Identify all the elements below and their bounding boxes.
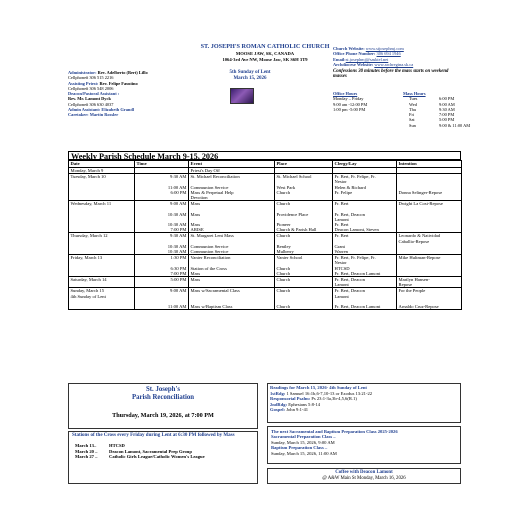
schedule-cell-time <box>135 277 189 288</box>
schedule-cell-line: Mass <box>190 201 201 207</box>
schedule-cell-line: Lamont <box>334 282 349 288</box>
stations-leader: HTCSD <box>109 443 125 448</box>
deacon-name: Rev. Mr. Lamont Dyck <box>68 96 111 102</box>
schedule-cell-line: 7:00 PM <box>170 227 187 233</box>
schedule-cell-intention <box>397 174 462 201</box>
schedule-cell-line: 11:00 AM <box>167 184 187 190</box>
stations-leader: Deacon Lamont, Sacramental Prep Group <box>109 448 192 454</box>
lent-image <box>230 88 254 104</box>
assist-name: Rev. Felipe Faustino <box>99 80 138 86</box>
schedule-cell-time <box>135 233 189 255</box>
schedule-cell-line: Fr. Bert, Deacon Lamont <box>334 270 381 276</box>
admin-cell: Cellphone# 306 515 2216 <box>68 75 114 81</box>
preparation-class-box <box>267 426 461 464</box>
schedule-cell-line: Warren <box>334 249 348 255</box>
schedule-cell-event <box>189 255 275 277</box>
schedule-cell-intention <box>397 233 462 255</box>
sunday-date: March 15, 2026 <box>233 76 267 81</box>
schedule-cell-line: Priest's Day Off <box>190 168 220 173</box>
psalm: Ps 23:1-3a,3b-4,5,6(R.1) <box>311 396 357 402</box>
schedule-cell-place <box>275 288 333 310</box>
schedule-cell-line: Fr. Felipe <box>334 189 353 195</box>
schedule-cell-clergy <box>333 288 397 310</box>
schedule-column-header: Event <box>189 161 275 168</box>
schedule-cell-line: 7:00 PM <box>170 270 187 276</box>
office-hours <box>333 91 403 128</box>
schedule-cell-time <box>135 201 189 233</box>
schedule-cell-event <box>189 201 275 233</box>
schedule-cell-line: 10:30 AM <box>167 211 187 217</box>
schedule-cell-line: St. Michael School <box>276 174 312 180</box>
mass-time: 6:00 PM <box>439 96 455 102</box>
office-hours-line: 1:00 pm -5:00 PM <box>333 106 366 112</box>
caretaker: Caretaker: Martin Rossler <box>68 112 119 118</box>
schedule-title: Weekly Parish Schedule March 9-15, 2026 <box>68 151 461 160</box>
schedule-row <box>69 233 462 255</box>
mass-day: Tues <box>409 96 418 102</box>
mass-day: Sat <box>409 117 415 123</box>
baptism-class-date: Sunday, March 15, 2026, 11:00 AM <box>271 450 337 456</box>
reconciliation-date: Thursday, March 19, 2026, at 7:00 PM <box>112 412 214 419</box>
schedule-cell-line: Fr. Bert <box>334 233 349 239</box>
schedule-cell-place <box>275 201 333 233</box>
baptism-class-label: Baptism Preparation Class – <box>271 445 328 451</box>
schedule-cell-line: Church <box>276 270 291 276</box>
schedule-cell-line: Fr. Bert, Fr. Felipe, Fr. <box>334 255 376 261</box>
schedule-cell-time <box>135 255 189 277</box>
schedule-cell-date <box>69 255 135 277</box>
schedule-cell-line: Fr. Bert, Deacon <box>334 288 365 294</box>
schedule-cell-line: Church <box>276 304 291 310</box>
schedule-cell-line: 10:30 AM <box>167 243 187 249</box>
schedule-cell-event <box>189 174 275 201</box>
sunday-name: 5th Sunday of Lent <box>229 70 271 75</box>
schedule-cell-line: Mass <box>190 270 201 276</box>
schedule-cell-line: Church & Parish Hall <box>276 227 317 233</box>
arch-link[interactable]: www.archregina.sk.ca <box>374 62 414 68</box>
schedule-cell-intention <box>397 255 462 277</box>
schedule-column-header: Time <box>135 161 189 168</box>
schedule-cell-line: Mass <box>190 211 201 217</box>
first-reading: 1 Samuel 16:1b,6-7,10-13 or Exodus 13:21-22 <box>286 390 373 396</box>
schedule-cell-line: Church <box>276 233 291 239</box>
reconciliation-title-line: St. Joseph's <box>146 386 180 393</box>
arch-label: Archdiocese Website: <box>333 62 374 68</box>
schedule-cell-line <box>335 168 395 173</box>
schedule-cell-intention <box>397 288 462 310</box>
schedule-column-header: Place <box>275 161 333 168</box>
schedule-cell-intention <box>397 277 462 288</box>
schedule-cell-line: Mulberry <box>276 249 294 255</box>
reconciliation-title-line: Parish Reconciliation <box>131 394 195 401</box>
schedule-cell-line: Lamont <box>334 216 349 222</box>
schedule-cell-line <box>399 168 460 173</box>
staff-block <box>68 70 208 118</box>
admin-name: Rev. Adelberto (Bert) Lillo <box>97 70 148 75</box>
schedule-cell-event <box>189 288 275 310</box>
schedule-cell-line: Donna Selinger-Repose <box>398 189 443 195</box>
schedule-cell-date <box>69 288 135 310</box>
schedule-cell-line: Monday, March 9 <box>70 168 104 173</box>
schedule-cell-line: Providence Place <box>276 211 309 217</box>
schedule-row <box>69 255 462 277</box>
schedule-cell-line: 9:00 AM <box>170 201 187 207</box>
schedule-cell-line: Dwight La Cost-Repose <box>398 201 443 207</box>
schedule-cell-place <box>275 277 333 288</box>
stations-date: March 13– <box>75 443 97 448</box>
schedule-cell-line: Church <box>276 189 291 195</box>
schedule-cell-line: Caballio-Repose <box>398 238 430 244</box>
schedule-cell-line: Vanier Reconciliation <box>190 255 231 261</box>
stations-date: March 20 – <box>75 448 98 454</box>
schedule-cell-line: Communion Service <box>190 249 229 255</box>
schedule-cell-date <box>69 201 135 233</box>
schedule-cell-line: Saturday, March 14 <box>70 277 107 283</box>
assist-cell: Cellphone# 306 548 2006 <box>68 85 114 91</box>
schedule-cell-time <box>135 174 189 201</box>
schedule-cell-line: Tuesday, March 10 <box>70 174 106 180</box>
office-hours-line: Monday – Friday <box>333 96 364 102</box>
schedule-cell-clergy <box>333 174 397 201</box>
schedule-cell-line: Helen & Richard <box>334 184 366 190</box>
schedule-cell-line: Fr. Bert, Deacon <box>334 211 365 217</box>
admin-assistant: Admin Assistant: Elizabeth Grandl <box>68 107 134 113</box>
schedule-cell-line: Fr. Bert, Deacon Lamont <box>334 304 381 310</box>
schedule-cell-line: Nestor <box>334 260 347 266</box>
church-city: MOOSE JAW, SK, CANADA <box>235 51 295 56</box>
schedule-cell-line: Mass & Perpetual Help <box>190 189 234 195</box>
schedule-cell-line: Repose <box>398 282 413 288</box>
schedule-cell-clergy <box>333 201 397 233</box>
mass-day: Wed <box>409 101 417 107</box>
schedule-cell-line: Lamont <box>334 293 349 299</box>
schedule-cell-line: Fr. Bert, Deacon <box>334 277 365 283</box>
schedule-cell-line: 9:00 AM <box>170 288 187 294</box>
schedule-cell-place <box>275 174 333 201</box>
mass-time: 5:00 PM <box>439 117 455 123</box>
email-label: Email: <box>333 56 346 62</box>
website-link[interactable]: www.stjosephmj.com <box>365 46 404 51</box>
assist-label: Assisting Priest: <box>68 80 99 86</box>
schedule-cell-line: Thursday, March 12 <box>70 233 108 239</box>
sunday-block <box>215 70 285 82</box>
schedule-cell-line: Grant <box>334 243 345 249</box>
office-hours-line: 9:00 am -12:00 PM <box>333 101 368 107</box>
gospel-label: Gospel: <box>270 407 286 413</box>
schedule-column-header: Clergy/Lay <box>333 161 397 168</box>
mass-time: 9:00 & 11:00 AM <box>439 122 471 128</box>
schedule-cell-line: Mass w/Sacramental Class <box>190 288 240 294</box>
schedule-cell-line: Station of the Cross <box>190 265 227 271</box>
email-link[interactable]: st.josephmj@sasktel.net <box>345 56 389 62</box>
schedule-cell-line: Sunday, March 15 <box>70 288 105 294</box>
mass-time: 7:00 PM <box>439 112 455 118</box>
readings-title: Readings for March 15, 2026- 4th Sunday of Lent <box>270 385 367 390</box>
hours-block <box>333 91 483 128</box>
schedule-cell-line: Mike Hultman-Repose <box>398 255 441 261</box>
schedule-cell-line: Bentley <box>276 243 291 249</box>
schedule-cell-line: Mass w/Baptism Class <box>190 304 233 310</box>
sacramental-class-label: Sacramental Preparation Class – <box>271 434 336 440</box>
schedule-cell-line: Devotion <box>190 195 208 201</box>
schedule-cell-date <box>69 233 135 255</box>
schedule-cell-line: Communion Service <box>190 184 229 190</box>
schedule-cell-clergy <box>333 255 397 277</box>
reconciliation-title <box>69 386 257 402</box>
schedule-cell-line: 11:00 AM <box>167 304 187 310</box>
schedule-cell-line: 6:30 PM <box>170 265 187 271</box>
schedule-cell-line: For the People <box>398 288 426 294</box>
schedule-cell-place <box>275 255 333 277</box>
schedule-cell-line <box>399 249 460 254</box>
schedule-cell-line <box>399 271 460 276</box>
schedule-cell-line: 10:30 AM <box>167 249 187 255</box>
schedule-cell-line: Vanier School <box>276 255 303 261</box>
schedule-row <box>69 288 462 310</box>
schedule-cell-event <box>189 233 275 255</box>
coffee-box <box>267 468 461 484</box>
stations-title: Stations of the Cross every Friday during Lent at 6:30 PM followed by Mass <box>72 433 235 438</box>
schedule-cell-line: Marilyn Hansen- <box>398 277 430 283</box>
confession-note: Confessions 30 minutes before the mass starts on weekend masses <box>333 68 449 80</box>
schedule-cell-line: West Park <box>276 184 296 190</box>
schedule-cell-intention <box>397 201 462 233</box>
schedule-cell-event <box>189 277 275 288</box>
first-reading-label: 1stRdg: <box>270 390 286 396</box>
stations-box <box>68 431 258 484</box>
schedule-cell-clergy <box>333 277 397 288</box>
schedule-cell-line: 5:00 PM <box>170 277 187 283</box>
schedule-cell-line: Church <box>276 277 291 283</box>
schedule-cell-line: Wednesday, March 11 <box>70 201 112 207</box>
mass-hours-label: Mass Hours <box>403 91 426 96</box>
office-hours-label: Office Hours <box>333 91 358 96</box>
church-address: 1064-3rd Ave NW, Moose Jaw, SK S6H 3T9 <box>222 56 308 62</box>
schedule-cell-date <box>69 277 135 288</box>
gospel: John 9:1-41 <box>286 407 309 413</box>
schedule-cell-line: Leonardo & Natividad <box>398 233 441 239</box>
mass-hours-row <box>403 123 483 128</box>
schedule-cell-date <box>69 174 135 201</box>
schedule-cell-clergy <box>333 233 397 255</box>
schedule-cell-line: Pioneer <box>276 222 291 228</box>
website-label: Church Website: <box>333 46 365 51</box>
schedule-cell-line: St. Margaret Lent Mass <box>190 233 234 239</box>
schedule-cell-line: Mass <box>190 222 201 228</box>
schedule-cell-line: Fr. Bert <box>334 222 349 228</box>
stations-leader: Catholic Girls League/Catholic Women's League <box>109 454 205 460</box>
schedule-cell-place <box>275 233 333 255</box>
phone-label: Office Phone Number: <box>333 51 376 57</box>
mass-day: Fri <box>409 112 415 118</box>
schedule-cell-line: Church <box>276 288 291 294</box>
coffee-title: Coffee with Deacon Lamont <box>335 470 393 475</box>
mass-day: Sun <box>409 122 416 128</box>
mass-time: 9:00 AM <box>439 101 455 107</box>
preparation-class-title: The next Sacramental and Baptism Preparation Class 2025-2026 <box>271 429 398 434</box>
schedule-cell-line: Mass <box>190 277 201 283</box>
schedule-cell-line: St. Michael Reconciliation <box>190 174 240 180</box>
schedule-cell-line: Nestor <box>334 179 347 185</box>
deacon-cell: Cellphone# 306 630 4037 <box>68 101 114 107</box>
sacramental-class-date: Sunday, March 15, 2026, 9:00 AM <box>271 439 335 445</box>
schedule-column-header: Intention <box>397 161 462 168</box>
stations-date: March 27 – <box>75 454 98 460</box>
schedule-row <box>69 201 462 233</box>
reconciliation-box <box>68 383 258 429</box>
schedule-table <box>68 160 462 310</box>
schedule-row <box>69 277 462 288</box>
readings-box <box>267 383 461 423</box>
schedule-cell-line: Deacon Lamont, Steven <box>334 227 379 233</box>
schedule-cell-line: Church <box>276 265 291 271</box>
schedule-cell-line: 1:30 PM <box>170 255 187 261</box>
schedule-cell-line <box>277 168 331 173</box>
schedule-cell-line: Church <box>276 201 291 207</box>
schedule-cell-line: 9:30 AM <box>170 174 187 180</box>
mass-hours <box>403 91 483 128</box>
second-reading-label: 2ndRdg: <box>270 401 288 407</box>
schedule-cell-line: Fr. Bert, Fr. Felipe, Fr. <box>334 174 376 180</box>
schedule-cell-time <box>135 288 189 310</box>
schedule-cell-line: ARISE <box>190 227 204 233</box>
schedule-cell-line: 4th Sunday of Lent <box>70 293 106 299</box>
schedule-cell-line: Fr. Bert <box>334 201 349 207</box>
admin-label: Administrator: <box>68 70 97 75</box>
church-title: ST. JOSEPH'S ROMAN CATHOLIC CHURCH <box>200 43 330 50</box>
second-reading: Ephesians 5:8-14 <box>288 401 321 407</box>
coffee-detail: @ A&W Main St Monday, March 16, 2026 <box>322 475 406 481</box>
phone-number[interactable]: 306 694 1946 <box>376 51 401 57</box>
schedule-column-header: Date <box>69 161 135 168</box>
psalm-label: Responsorial Psalm: <box>270 396 311 402</box>
deacon-label: Deacon/Pastoral Assistant : <box>68 91 120 97</box>
mass-time: 9:30 AM <box>439 106 455 112</box>
schedule-cell-line: Friday, March 13 <box>70 255 103 261</box>
schedule-cell-line: HTCSD <box>334 265 350 271</box>
schedule-cell-line: 10:30 AM <box>167 222 187 228</box>
schedule-cell-line: Arnaldo Cruz-Repose <box>398 304 439 310</box>
contact-block <box>333 46 463 80</box>
schedule-cell-line <box>399 227 460 232</box>
schedule-cell-line <box>137 168 187 173</box>
schedule-cell-line: Communion Service <box>190 243 229 249</box>
schedule-cell-line: 9:30 AM <box>170 233 187 239</box>
schedule-row <box>69 174 462 201</box>
mass-day: Thu <box>409 106 417 112</box>
schedule-cell-line: 6:00 PM <box>170 189 187 195</box>
stations-item <box>69 454 257 460</box>
